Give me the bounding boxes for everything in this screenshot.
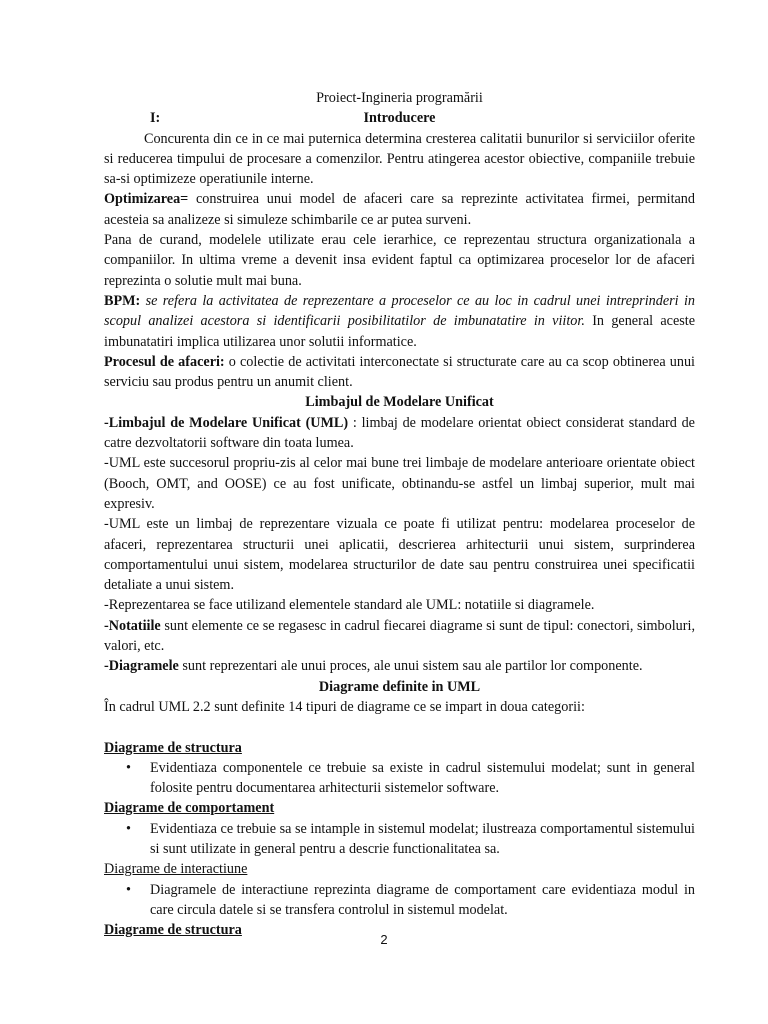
term-uml: -Limbajul de Modelare Unificat (UML) bbox=[104, 414, 349, 431]
paragraph-diagramele bbox=[104, 656, 695, 676]
term-notatiile: -Notatiile bbox=[104, 617, 161, 634]
definition-notatiile: sunt elemente ce se regasesc in cadrul fiecarei diagrame si sunt de tipul: conectori, simboluri, valori, etc. bbox=[104, 617, 695, 655]
definition-diagramele: sunt reprezentari ale unui proces, ale unui sistem sau ale partilor lor componente. bbox=[178, 658, 643, 675]
definition-proces-afaceri: o colectie de activitati interconectate si structurate care au ca scop obtinerea unui serviciu sau produs pentru un anumit client. bbox=[104, 353, 695, 391]
paragraph-optimizarea bbox=[104, 189, 695, 230]
subheading-diagrame-comportament: Diagrame de comportament bbox=[104, 800, 275, 817]
paragraph-reprezentarea: -Reprezentarea se face utilizand elementele standard ale UML: notatiile si diagramele. bbox=[104, 597, 595, 614]
definition-uml: : limbaj de modelare orientat obiect considerat standard de catre dezvoltatorii software din toata lumea. bbox=[104, 414, 695, 452]
bullet-icon: • bbox=[126, 759, 131, 776]
heading-diagrame-uml: Diagrame definite in UML bbox=[318, 678, 481, 695]
subheading-diagrame-structura: Diagrame de structura bbox=[104, 739, 242, 756]
subheading-diagrame-structura-2: Diagrame de structura bbox=[104, 922, 242, 939]
list-item-text: Diagramele de interactiune reprezinta diagrame de comportament care evidentiaza modul in care circula datele si se transfera controlul in sistemul modelat. bbox=[150, 881, 695, 918]
term-optimizarea: Optimizarea= bbox=[104, 191, 189, 208]
term-proces-afaceri: Procesul de afaceri: bbox=[104, 353, 225, 370]
paragraph-notatiile bbox=[104, 616, 695, 657]
bullet-icon: • bbox=[126, 820, 131, 837]
page-number: 2 bbox=[380, 932, 388, 947]
term-bpm: BPM: bbox=[104, 292, 141, 309]
definition-bpm: se refera la activitatea de reprezentare a proceselor ce au loc in cadrul unei intreprinderi in scopul analizei acestora si identificarii posibilitatilor de imbunatatire in viitor. bbox=[104, 292, 695, 330]
intro-heading-row bbox=[104, 108, 695, 128]
list-item-text: Evidentiaza ce trebuie sa se intample in sistemul modelat; ilustreaza comportamentul sistemului si sunt utilizate in general pentru a descrie functionalitatea sa. bbox=[150, 820, 695, 857]
paragraph-uml-succesor: -UML este succesorul propriu-zis al celor mai bune trei limbaje de modelare anterioare orientate obiect (Booch, OMT, and OOSE) ce au fost unificate, obtinandu-se astfel un limbaj superior, mult mai expresiv. bbox=[104, 455, 695, 512]
text-bpm: In general aceste imbunatatiri implica utilizarea unor solutii informatice. bbox=[104, 313, 696, 350]
paragraph-modele: Pana de curand, modelele utilizate erau cele ierarhice, ce reprezentau structura organizationala a companiilor. In ultima vreme a devenit insa evident faptul ca optimizarea proceselor lor de afaceri reprezinta o solutie mult mai buna. bbox=[104, 232, 695, 289]
paragraph-uml-definition bbox=[104, 413, 695, 454]
list-item bbox=[104, 880, 695, 921]
paragraph-uml22: În cadrul UML 2.2 sunt definite 14 tipuri de diagrame ce se impart in doua categorii: bbox=[104, 698, 585, 715]
bullet-icon: • bbox=[126, 881, 131, 898]
list-item bbox=[104, 758, 695, 799]
paragraph-uml-vizual: -UML este un limbaj de reprezentare vizuala ce poate fi utilizat pentru: modelarea proceselor de afaceri, reprezentarea structurii unei aplicatii, descrierea arhitecturii unui sistem, surprinderea comportamentului unui sistem, modelarea structurilor de date sau pentru construirea unei specificatii detaliate a unui sistem. bbox=[104, 516, 695, 594]
heading-uml: Limbajul de Modelare Unificat bbox=[305, 394, 494, 411]
definition-optimizarea: construirea unui model de afaceri care sa reprezinte activitatea firmei, permitand acesteia sa analizeze si simuleze schimbarile ce ar putea surveni. bbox=[104, 191, 695, 228]
paragraph-proces-afaceri bbox=[104, 352, 695, 393]
blank-line bbox=[104, 717, 695, 737]
document-title: Proiect-Ingineria programării bbox=[316, 90, 483, 106]
paragraph-bpm bbox=[104, 291, 695, 352]
section-number: I: bbox=[150, 110, 161, 127]
list-item bbox=[104, 819, 695, 860]
document-page bbox=[104, 88, 695, 940]
subheading-diagrame-interactiune: Diagrame de interactiune bbox=[104, 861, 248, 878]
paragraph-concurenta: Concurenta din ce in ce mai puternica determina cresterea calitatii bunurilor si serviciilor oferite si reducerea timpului de procesare a comenzilor. Pentru atingerea acestor obiective, companiile trebuie sa-si optimizeze operatiunile interne. bbox=[104, 130, 695, 188]
list-item-text: Evidentiaza componentele ce trebuie sa existe in cadrul sistemului modelat; sunt in general folosite pentru documentarea arhitecturii sistemelor software. bbox=[150, 759, 695, 797]
term-diagramele: -Diagramele bbox=[104, 658, 179, 675]
section-heading-introducere: Introducere bbox=[363, 110, 436, 127]
